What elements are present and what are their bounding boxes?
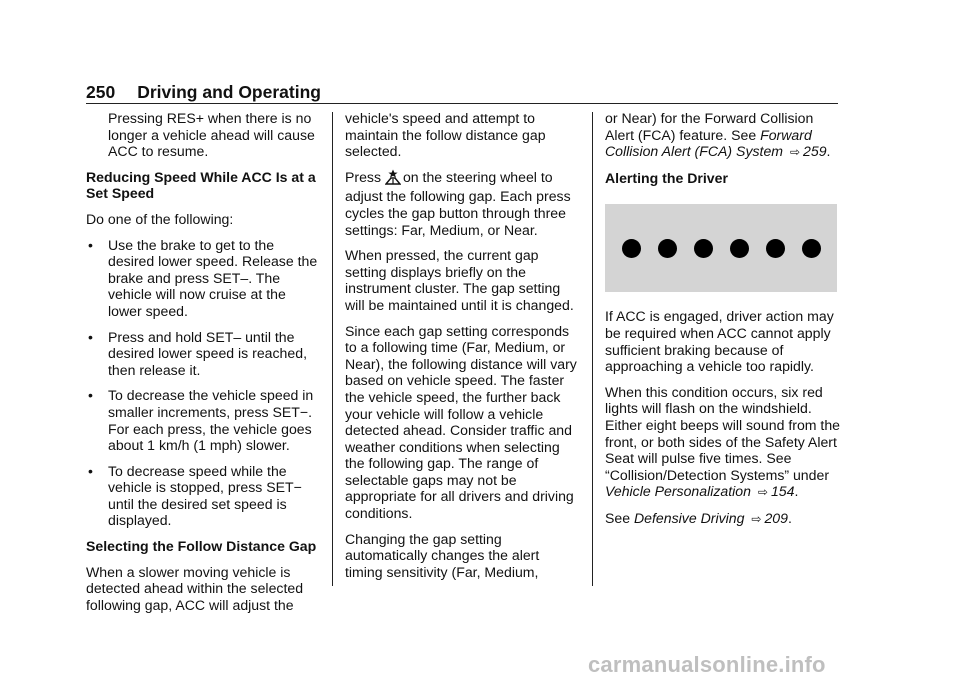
bullet-text: To decrease the vehicle speed in smaller increments, press SET−. For each press, the vehicle goes about 1 km/h (1 mph) slower. [108,387,314,454]
page-reference[interactable]: 154 [770,483,795,500]
alert-light-icon [694,239,713,258]
paragraph: vehicle's speed and attempt to maintain the follow distance gap selected. [345,110,546,160]
header-rule [86,103,838,104]
paragraph: Changing the gap setting automatically changes the alert timing sensitivity (Far, Medium, [345,530,540,580]
paragraph: Pressing RES+ when there is no longer a vehicle ahead will cause ACC to resume. [108,110,315,160]
paragraph-text: When this condition occurs, six red lights will flash on the windshield. Either eight beeps will sound from the front, or both sides of the Safety Alert Seat will pulse five times. See “Collision/Detection Systems” under [605,383,841,483]
paragraph: If ACC is engaged, driver action may be required when ACC cannot apply sufficient braking because of approaching a vehicle too rapidly. [605,308,834,375]
paragraph: When this condition occurs, six red lights will flash on the windshield. Either eight beeps will sound from the front, or both sides of the Safety Alert Seat will pulse five times. See “Collision/Detection Systems” under Vehicle Personalization ⇨ 154. [605,383,841,500]
bullet-item [86,387,322,453]
bullet-item [86,237,322,320]
page-arrow-icon: ⇨ [757,485,768,500]
bullet-icon: • [88,328,93,345]
column-2 [345,110,579,589]
follow-gap-icon [385,169,401,189]
paragraph-text: or Near) for the Forward Collision Alert (FCA) feature. See [605,110,814,143]
collision-alert-lights-image [605,204,837,292]
subheading-reducing-speed: Reducing Speed While ACC Is at a Set Speed [86,168,316,202]
bullet-item [86,329,322,379]
page-arrow-icon: ⇨ [751,511,762,526]
paragraph: Do one of the following: [86,210,234,227]
page-arrow-icon: ⇨ [789,145,801,160]
subheading-alerting-driver: Alerting the Driver [605,169,728,186]
paragraph [345,169,579,238]
column-3 [605,110,841,537]
paragraph: Since each gap setting corresponds to a following time (Far, Medium, or Near), the following distance will vary based on vehicle speed. The faster the vehicle speed, the further back your vehicle will follow a vehicle detected ahead. Consider traffic and weather conditions when selecting the following gap. The range of selectable gaps may not be appropriate for all drivers and driving conditions. [345,322,577,522]
cross-reference-link[interactable]: Vehicle Personalization [605,483,751,500]
section-title: Driving and Operating [137,82,321,102]
alert-light-icon [802,239,821,258]
bullet-item [86,463,322,529]
page-reference[interactable]: 209 [764,509,788,526]
bullet-icon: • [88,462,93,479]
alert-light-icon [622,239,641,258]
bullet-text: Use the brake to get to the desired lower speed. Release the brake and press SET–. The vehicle will now cruise at the lower speed. [108,236,318,319]
paragraph: When a slower moving vehicle is detected ahead within the selected following gap, ACC will adjust the [86,563,304,613]
cross-reference-link[interactable]: Forward Collision Alert (FCA) System [605,126,812,160]
page-number: 250 [86,82,116,102]
alert-light-icon [658,239,677,258]
paragraph-text: See [605,509,631,526]
paragraph-text: Press [345,168,382,185]
column-divider-left [332,112,333,586]
column-1 [86,110,322,622]
alert-light-icon [766,239,785,258]
paragraph-text: on the steering wheel to adjust the following gap. Each press cycles the gap button through three settings: Far, Medium, or Near. [345,168,571,238]
bullet-text: To decrease speed while the vehicle is stopped, press SET− until the desired set speed is displayed. [108,462,302,529]
watermark: carmanualsonline.info [588,652,826,677]
paragraph: or Near) for the Forward Collision Alert (FCA) feature. See Forward Collision Alert (FCA) System ⇨ 259. [605,110,831,160]
column-divider-right [592,112,593,586]
cross-reference-link[interactable]: Defensive Driving [634,509,745,526]
alert-light-icon [730,239,749,258]
bullet-icon: • [88,236,93,253]
paragraph: See Defensive Driving ⇨ 209. [605,509,792,526]
page-header [86,82,321,103]
subheading-follow-distance: Selecting the Follow Distance Gap [86,538,317,555]
paragraph: When pressed, the current gap setting displays briefly on the instrument cluster. The gap setting will be maintained until it is changed. [345,247,574,313]
bullet-icon: • [88,387,93,404]
bullet-text: Press and hold SET– until the desired lower speed is reached, then release it. [108,328,307,378]
page-reference[interactable]: 259 [803,143,827,160]
